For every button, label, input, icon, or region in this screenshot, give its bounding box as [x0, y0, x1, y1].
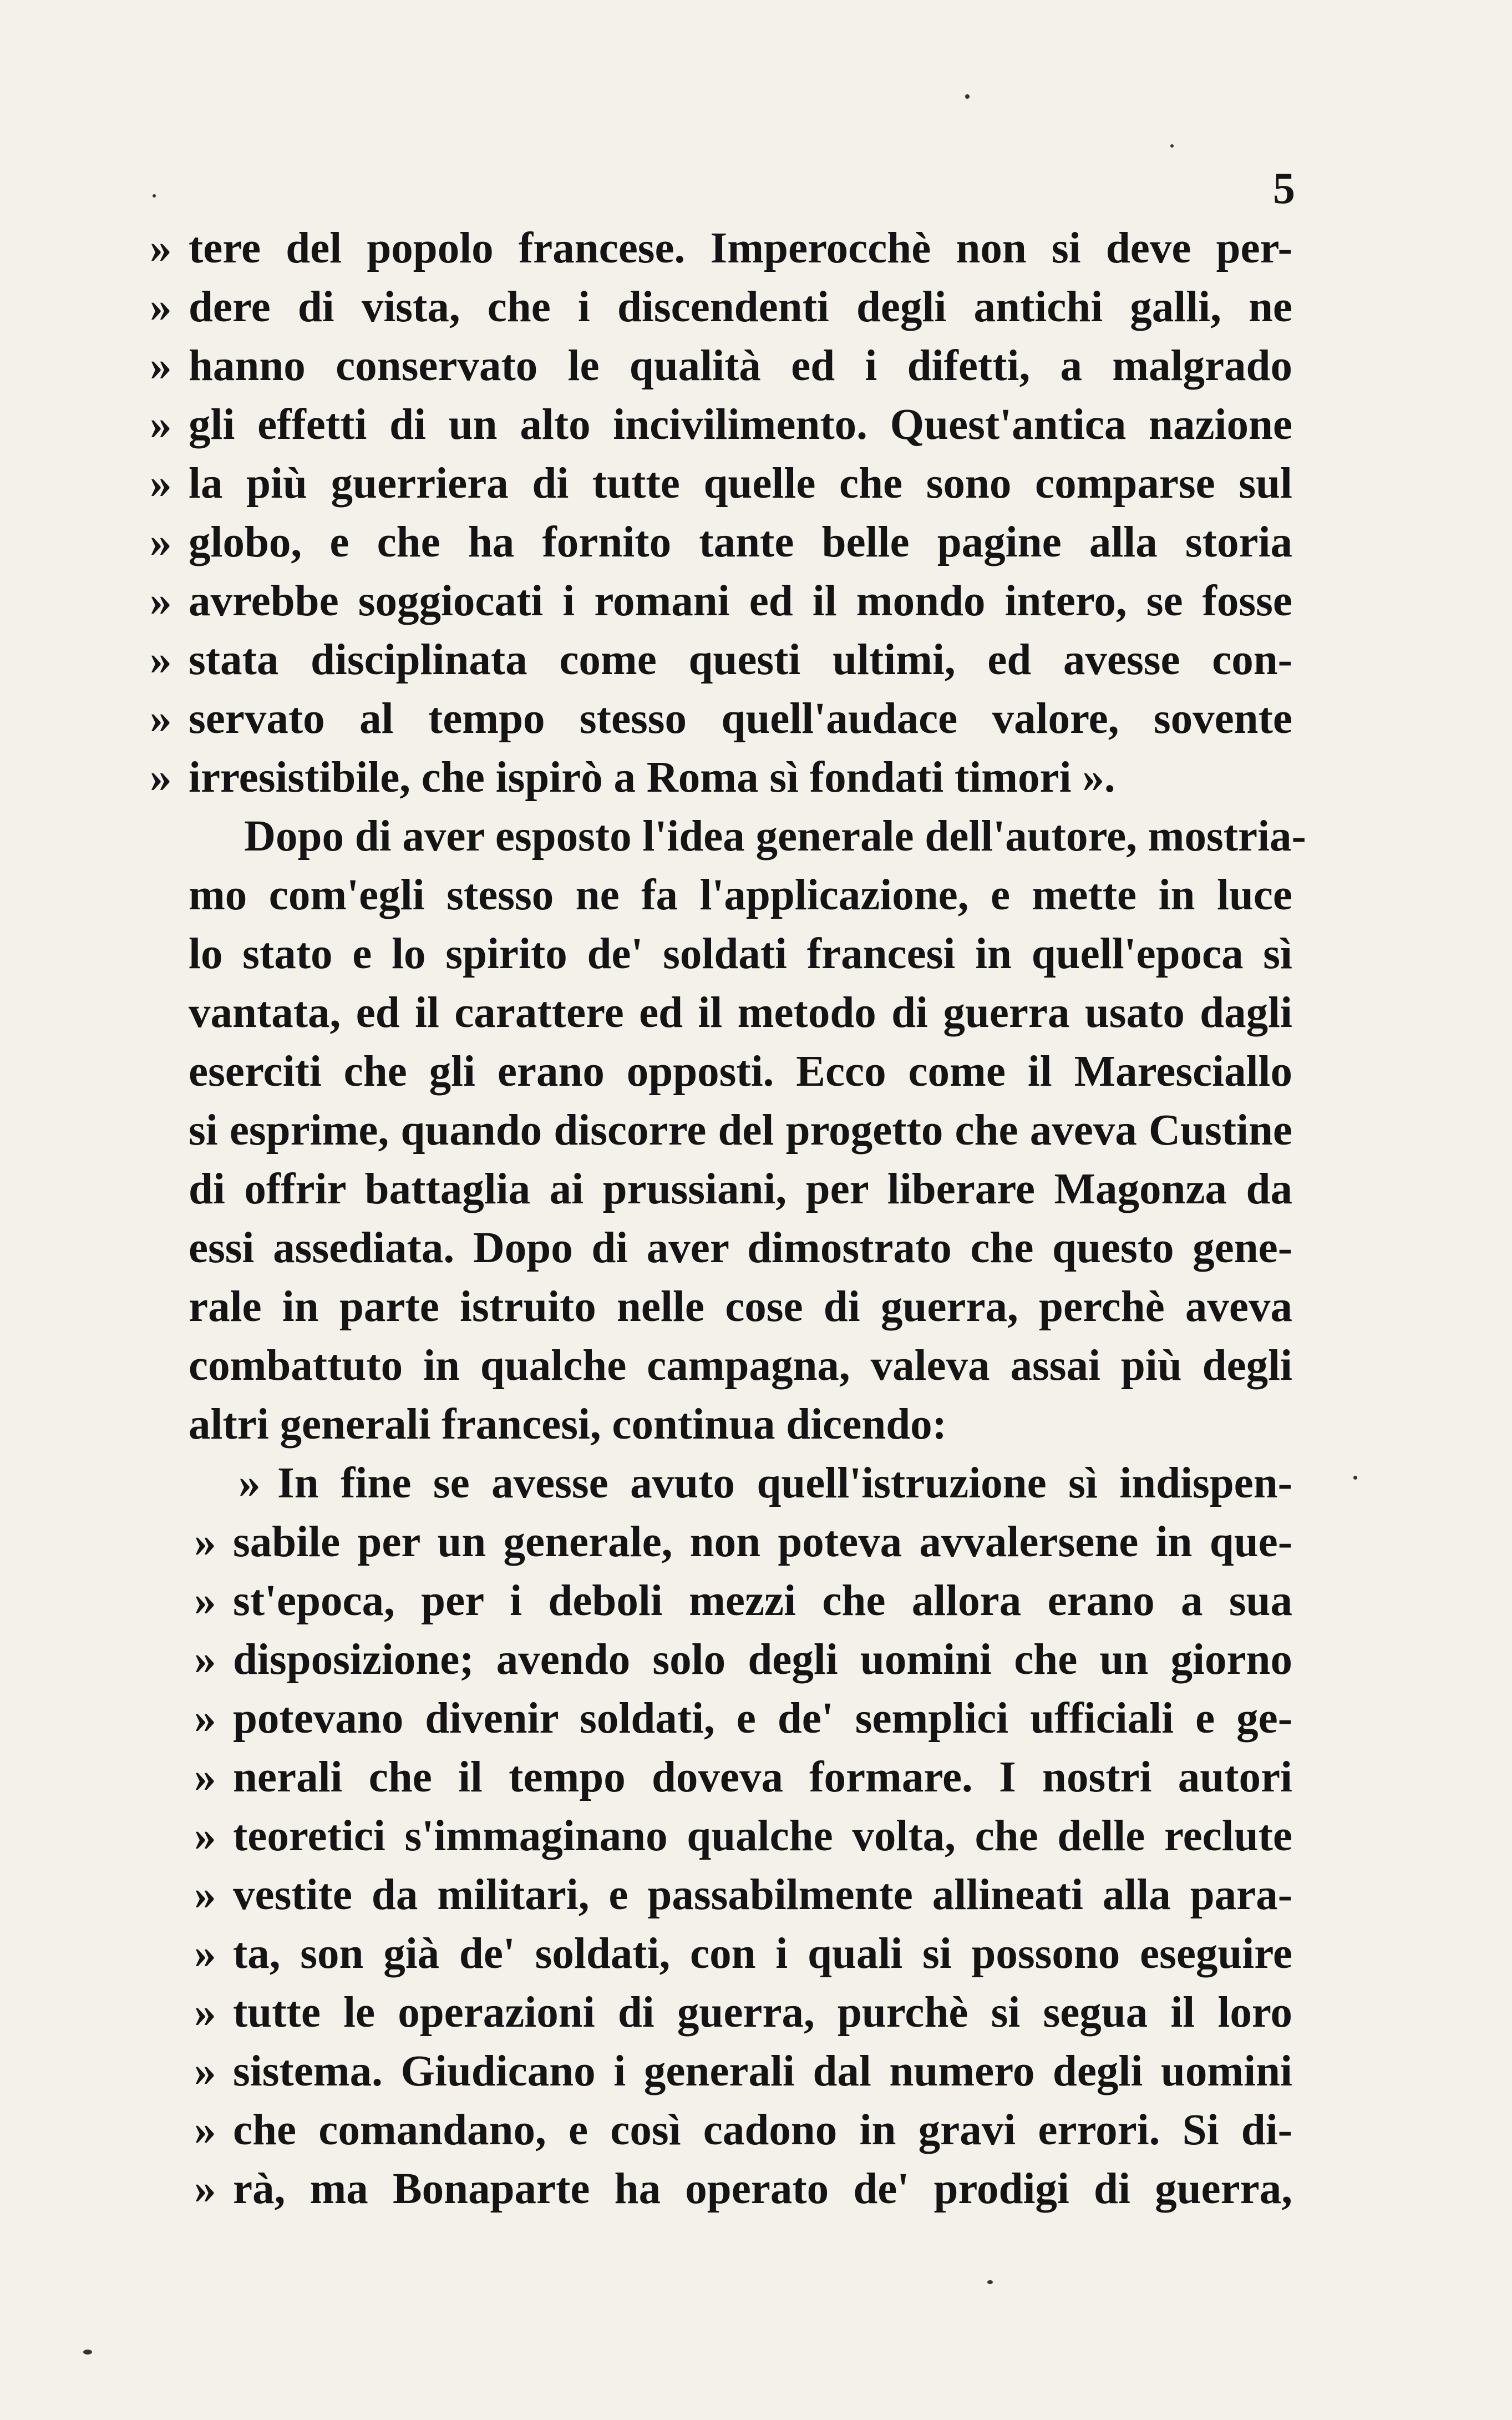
text-line — [194, 2101, 1292, 2160]
paper-speck — [153, 194, 156, 198]
text-line — [150, 454, 1292, 513]
paper-speck — [83, 2350, 92, 2355]
quote-mark: » — [150, 224, 172, 272]
quote-mark: » — [194, 1753, 216, 1801]
quote-mark: » — [150, 636, 172, 684]
line-text: avrebbe soggiocati i romani ed il mondo intero, se fosse — [189, 577, 1292, 625]
text-line — [194, 2160, 1292, 2219]
line-text: tere del popolo francese. Imperocchè non si deve per- — [189, 224, 1292, 272]
line-text: eserciti che gli erano opposti. Ecco come il Maresciallo — [189, 1047, 1292, 1096]
quote-mark: » — [194, 1518, 216, 1566]
text-line — [189, 1278, 1292, 1336]
line-text: altri generali francesi, continua dicendo: — [189, 1400, 947, 1449]
quote-mark: » — [239, 1459, 261, 1507]
line-text: dere di vista, che i discendenti degli antichi galli, ne — [189, 283, 1292, 331]
line-text: st'epoca, per i deboli mezzi che allora erano a sua — [233, 1577, 1292, 1625]
quote-mark: » — [150, 577, 172, 625]
line-text: si esprime, quando discorre del progetto che aveva Custine — [189, 1106, 1292, 1155]
line-text: lo stato e lo spirito de' soldati francesi in quell'epoca sì — [189, 930, 1292, 978]
paper-speck — [987, 2280, 993, 2284]
text-line — [239, 1454, 1292, 1513]
line-text: In fine se avesse avuto quell'istruzione sì indispen- — [277, 1459, 1292, 1507]
text-line — [194, 1983, 1292, 2042]
line-text: irresistibile, che ispirò a Roma sì fondati timori ». — [189, 753, 1115, 802]
quote-mark: » — [194, 1694, 216, 1743]
text-line — [150, 337, 1292, 396]
line-text: servato al tempo stesso quell'audace valore, sovente — [189, 695, 1292, 743]
text-line — [194, 1631, 1292, 1689]
text-line — [194, 1513, 1292, 1572]
page-number: 5 — [1273, 164, 1295, 213]
quote-mark: » — [194, 2047, 216, 2095]
line-text: tutte le operazioni di guerra, purchè si segua il loro — [233, 1988, 1292, 2037]
paper-speck — [1353, 1476, 1357, 1480]
line-text: mo com'egli stesso ne fa l'applicazione, e mette in luce — [189, 871, 1292, 919]
quote-mark: » — [150, 283, 172, 331]
text-line — [244, 807, 1306, 866]
line-text: di offrir battaglia ai prussiani, per liberare Magonza da — [189, 1165, 1292, 1213]
text-line — [189, 1219, 1292, 1278]
line-text: disposizione; avendo solo degli uomini che un giorno — [233, 1636, 1292, 1684]
line-text: stata disciplinata come questi ultimi, ed avesse con- — [189, 636, 1292, 684]
quote-mark: » — [150, 401, 172, 449]
text-line — [150, 278, 1292, 337]
text-line — [150, 631, 1292, 690]
line-text: gli effetti di un alto incivilimento. Quest'antica nazione — [189, 401, 1292, 449]
quote-mark: » — [194, 2165, 216, 2213]
quote-mark: » — [194, 1930, 216, 1978]
text-line — [189, 1042, 1292, 1101]
line-text: rale in parte istruito nelle cose di guerra, perchè aveva — [189, 1283, 1292, 1331]
text-line — [189, 866, 1292, 925]
line-text: Dopo di aver esposto l'idea generale dell'autore, mostria- — [244, 812, 1306, 860]
quote-mark: » — [194, 1988, 216, 2037]
line-text: che comandano, e così cadono in gravi errori. Si di- — [233, 2106, 1292, 2154]
text-line — [194, 1748, 1292, 1807]
line-text: hanno conservato le qualità ed i difetti, a malgrado — [189, 342, 1292, 390]
quote-mark: » — [194, 1871, 216, 1919]
text-line — [194, 1572, 1292, 1631]
quote-mark: » — [194, 2106, 216, 2154]
quote-mark: » — [194, 1636, 216, 1684]
text-line — [189, 1101, 1292, 1160]
text-line — [189, 1160, 1292, 1219]
line-text: nerali che il tempo doveva formare. I nostri autori — [233, 1753, 1292, 1801]
text-line — [150, 513, 1292, 572]
text-line — [194, 1866, 1292, 1925]
line-text: vantata, ed il carattere ed il metodo di guerra usato dagli — [189, 989, 1292, 1037]
text-line — [150, 219, 1292, 278]
paper-speck — [965, 94, 970, 99]
line-text: sabile per un generale, non poteva avvalersene in que- — [233, 1518, 1292, 1566]
quote-mark: » — [150, 753, 172, 802]
text-line — [194, 1689, 1292, 1748]
text-line — [194, 1807, 1292, 1866]
line-text: ta, son già de' soldati, con i quali si possono eseguire — [233, 1930, 1292, 1978]
text-line — [189, 1336, 1292, 1395]
line-text: teoretici s'immaginano qualche volta, che delle reclute — [233, 1812, 1292, 1860]
quote-mark: » — [150, 459, 172, 508]
text-line — [189, 925, 1292, 984]
line-text: la più guerriera di tutte quelle che sono comparse sul — [189, 459, 1292, 508]
line-text: sistema. Giudicano i generali dal numero degli uomini — [233, 2047, 1292, 2095]
text-line — [150, 690, 1292, 748]
quote-mark: » — [150, 695, 172, 743]
line-text: potevano divenir soldati, e de' semplici ufficiali e ge- — [233, 1694, 1292, 1743]
quote-mark: » — [150, 518, 172, 566]
line-text: vestite da militari, e passabilmente allineati alla para- — [233, 1871, 1292, 1919]
text-line — [194, 2042, 1292, 2101]
line-text: globo, e che ha fornito tante belle pagine alla storia — [189, 518, 1292, 566]
quote-mark: » — [194, 1812, 216, 1860]
quote-mark: » — [194, 1577, 216, 1625]
text-line — [150, 396, 1292, 454]
line-text: rà, ma Bonaparte ha operato de' prodigi di guerra, — [233, 2165, 1292, 2213]
text-line — [189, 1395, 1292, 1454]
text-line — [194, 1925, 1292, 1983]
line-text: essi assediata. Dopo di aver dimostrato che questo gene- — [189, 1224, 1292, 1272]
text-line — [150, 748, 1292, 807]
paper-speck — [1170, 144, 1174, 148]
text-line — [150, 572, 1292, 631]
quote-mark: » — [150, 342, 172, 390]
text-line — [189, 984, 1292, 1042]
line-text: combattuto in qualche campagna, valeva assai più degli — [189, 1341, 1292, 1390]
